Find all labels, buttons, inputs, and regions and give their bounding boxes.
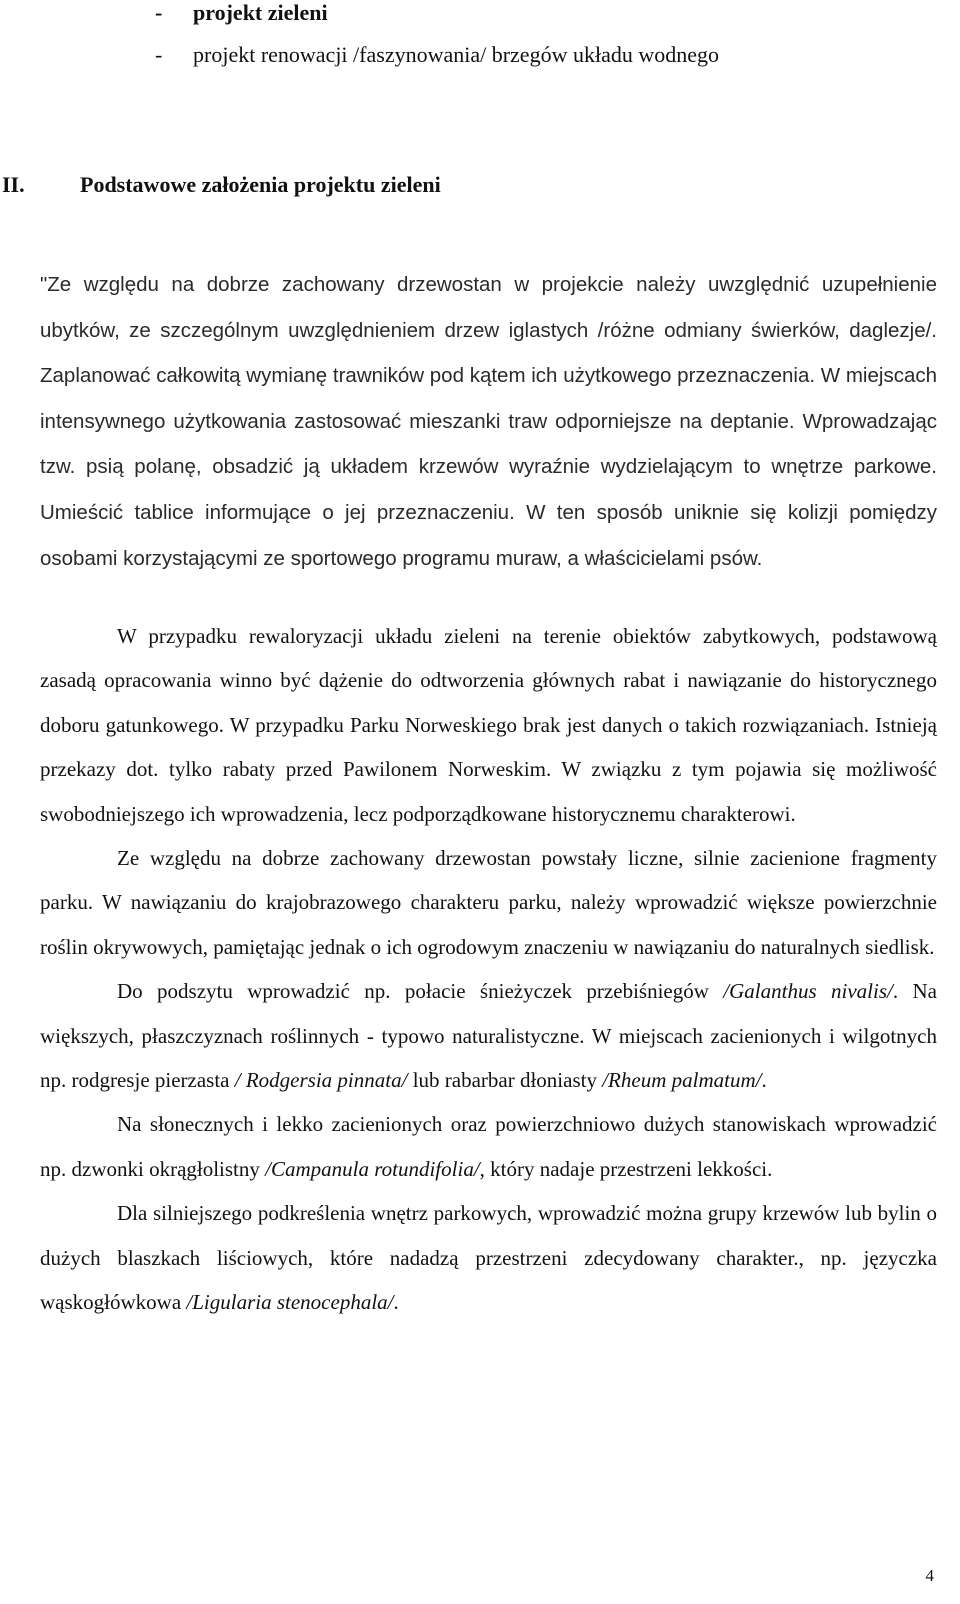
quoted-paragraph <box>40 262 937 581</box>
section-title: Podstawowe założenia projektu zieleni <box>80 172 441 197</box>
page-number: 4 <box>925 1566 934 1585</box>
text-run: . Na większych, płaszczyznach roślinnych - typowo naturalistyczne. W miejscach zacienionych i wilgotnych np. rodgresje pierzasta <box>40 979 937 1093</box>
text-run: Dla silniejszego podkreślenia wnętrz parkowych, wprowadzić można grupy krzewów lub bylin o dużych blaszkach liściowych, które nadadzą przestrzeni zdecydowany charakter., np. języczka wąskogłówkowa <box>40 1201 937 1315</box>
list-dash: - <box>155 0 163 25</box>
text-run: , który nadaje przestrzeni lekkości. <box>479 1156 773 1181</box>
paragraph-sunny-sites <box>40 1102 937 1191</box>
text-run: . <box>761 1068 767 1093</box>
paragraph-undergrowth <box>40 969 937 1102</box>
text-run: Na słonecznych i lekko zacienionych oraz powierzchniowo dużych stanowiskach wprowadzić np. dzwonki okrągłolistny <box>40 1112 937 1181</box>
latin-name: /Rheum palmatum/ <box>602 1068 762 1093</box>
text-run: . <box>393 1290 399 1315</box>
list-dash: - <box>155 42 163 67</box>
latin-name: /Ligularia stenocephala/ <box>186 1290 394 1315</box>
list-item-text: projekt zieleni <box>193 0 328 25</box>
paragraph-interiors <box>40 1191 937 1324</box>
latin-name: / Rodgersia pinnata/ <box>234 1068 408 1093</box>
text-run: lub rabarbar dłoniasty <box>407 1068 603 1093</box>
quoted-text: "Ze względu na dobrze zachowany drzewostan w projekcie należy uwzględnić uzupełnienie ubytków, ze szczególnym uwzględnieniem drzew iglastych /różne odmiany świerków, daglezje/. Zaplanować całkowitą wymianę trawników pod kątem ich użytkowego przeznaczenia. W miejscach intensywnego użytkowania zastosować mieszanki traw odporniejsze na deptanie. Wprowadzając tzw. psią polanę, obsadzić ją układem krzewów wyraźnie wydzielającym to wnętrze parkowe. Umieścić tablice informujące o jej przeznaczeniu. W ten sposób uniknie się kolizji pomiędzy osobami korzystającymi ze sportowego programu muraw, a właścicielami psów. <box>40 273 937 570</box>
paragraph-tree-stand: Ze względu na dobrze zachowany drzewostan powstały liczne, silnie zacienione fragmenty parku. W nawiązaniu do krajobrazowego charakteru parku, należy wprowadzić większe powierzchnie roślin okrywowych, pamiętając jednak o ich ogrodowym znaczeniu w nawiązaniu do naturalnych siedlisk. <box>40 846 937 959</box>
body-text <box>40 614 937 1325</box>
section-number: II. <box>2 172 25 197</box>
paragraph-revaluation: W przypadku rewaloryzacji układu zieleni na terenie obiektów zabytkowych, podstawową zasadą opracowania winno być dążenie do odtworzenia głównych rabat i nawiązanie do historycznego doboru gatunkowego. W przypadku Parku Norweskiego brak jest danych o takich rozwiązaniach. Istnieją przekazy dot. tylko rabaty przed Pawilonem Norweskim. W związku z tym pojawia się możliwość swobodniejszego ich wprowadzenia, lecz podporządkowane historycznemu charakterowi. <box>40 624 937 826</box>
list-item-text: projekt renowacji /faszynowania/ brzegów układu wodnego <box>193 42 719 67</box>
text-run: Do podszytu wprowadzić np. połacie śnieżyczek przebiśniegów <box>117 979 724 1004</box>
latin-name: /Campanula rotundifolia/ <box>265 1156 480 1181</box>
latin-name: /Galanthus nivalis/ <box>723 979 893 1004</box>
